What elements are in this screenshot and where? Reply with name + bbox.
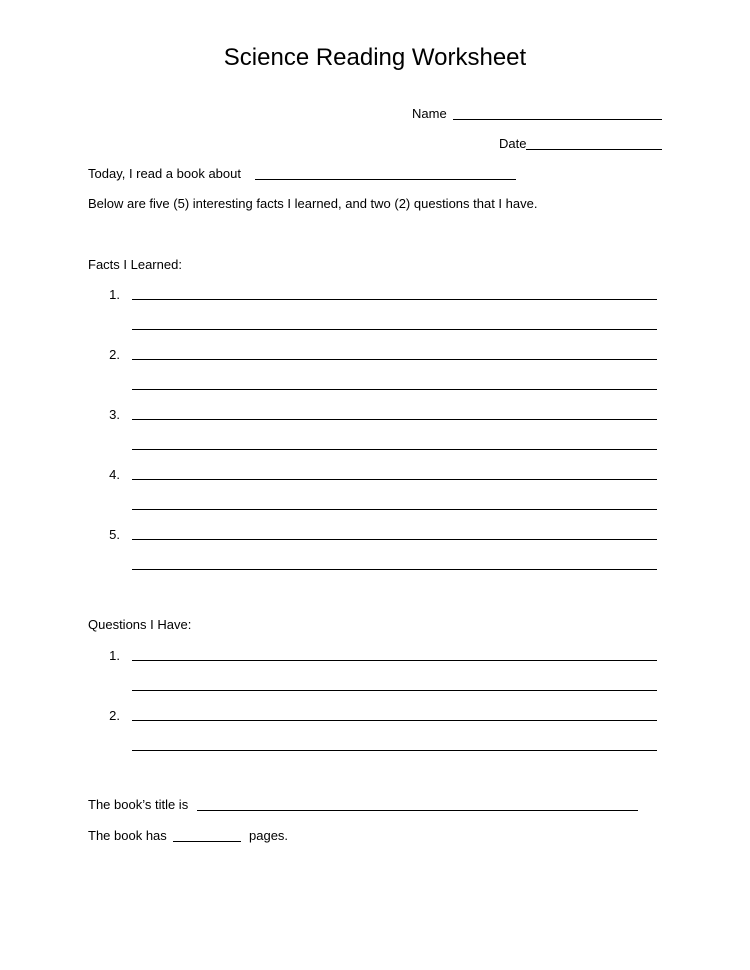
worksheet-title: Science Reading Worksheet — [223, 44, 527, 71]
date-label: Date — [499, 136, 527, 151]
book-title-label: The book’s title is — [88, 797, 189, 812]
fact-2-line-2[interactable] — [132, 389, 657, 390]
book-topic-field[interactable] — [255, 179, 516, 180]
fact-number: 2. — [109, 347, 120, 362]
name-field[interactable] — [453, 119, 662, 120]
today-label: Today, I read a book about — [88, 166, 241, 181]
facts-heading: Facts I Learned: — [88, 257, 182, 272]
question-2-line-1[interactable] — [132, 720, 657, 721]
fact-number: 4. — [109, 467, 120, 482]
date-field[interactable] — [526, 149, 662, 150]
fact-4-line-1[interactable] — [132, 479, 657, 480]
question-number: 1. — [109, 648, 120, 663]
fact-4-line-2[interactable] — [132, 509, 657, 510]
question-2-line-2[interactable] — [132, 750, 657, 751]
fact-number: 5. — [109, 527, 120, 542]
pages-suffix-label: pages. — [249, 828, 289, 843]
fact-number: 1. — [109, 287, 120, 302]
book-title-field[interactable] — [197, 810, 638, 811]
fact-1-line-1[interactable] — [132, 299, 657, 300]
fact-3-line-1[interactable] — [132, 419, 657, 420]
fact-3-line-2[interactable] — [132, 449, 657, 450]
questions-heading: Questions I Have: — [88, 617, 192, 632]
fact-5-line-2[interactable] — [132, 569, 657, 570]
fact-2-line-1[interactable] — [132, 359, 657, 360]
fact-5-line-1[interactable] — [132, 539, 657, 540]
question-number: 2. — [109, 708, 120, 723]
fact-number: 3. — [109, 407, 120, 422]
page-count-field[interactable] — [173, 841, 241, 842]
fact-1-line-2[interactable] — [132, 329, 657, 330]
question-1-line-2[interactable] — [132, 690, 657, 691]
name-label: Name — [412, 106, 447, 121]
pages-prefix-label: The book has — [88, 828, 167, 843]
question-1-line-1[interactable] — [132, 660, 657, 661]
instructions-text: Below are five (5) interesting facts I learned, and two (2) questions that I have. — [88, 196, 538, 211]
